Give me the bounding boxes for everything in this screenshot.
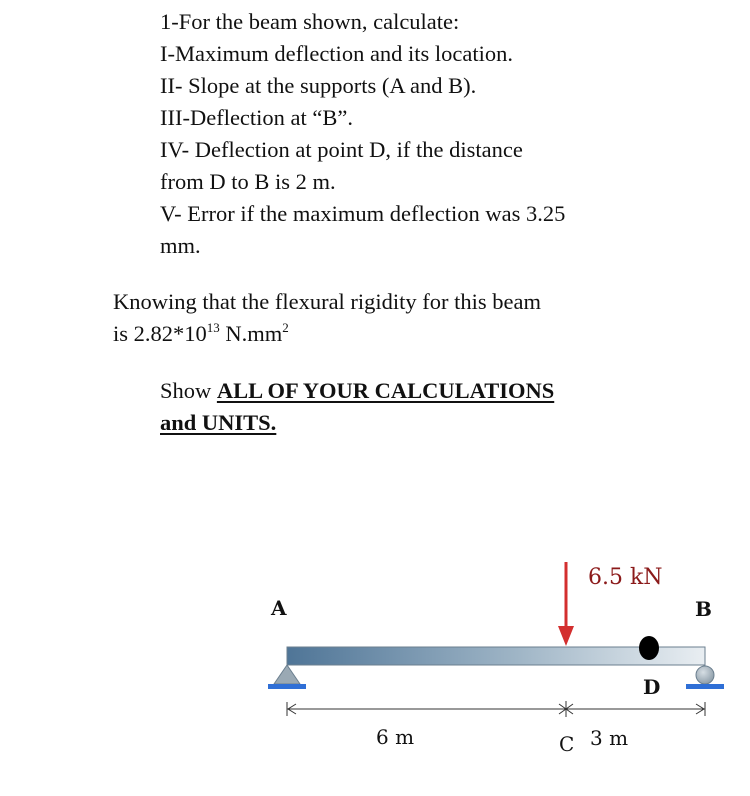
instruction-emphasis-2: and UNITS. xyxy=(160,410,277,435)
ground-a xyxy=(268,684,306,689)
question-part-5-line-1: V- Error if the maximum deflection was 3.25 xyxy=(160,201,566,226)
rigidity-unit: N.mm xyxy=(219,321,283,346)
point-d-label: D xyxy=(643,675,661,699)
question-part-3: III-Deflection at “B”. xyxy=(160,105,354,130)
point-d-marker xyxy=(639,636,659,660)
question-part-2: II- Slope at the supports (A and B). xyxy=(160,73,477,98)
pin-support-a xyxy=(274,665,300,684)
question-intro: 1-For the beam shown, calculate: xyxy=(160,9,460,34)
instruction-emphasis-1: ALL OF YOUR CALCULATIONS xyxy=(216,378,555,403)
question-part-4-line-2: from D to B is 2 m. xyxy=(160,169,336,194)
rigidity-statement-line-1: Knowing that the flexural rigidity for this beam xyxy=(113,289,542,314)
load-arrow-head xyxy=(558,626,574,646)
support-a-label: A xyxy=(271,596,287,620)
span-left-label: 6 m xyxy=(376,725,415,749)
load-label: 6.5 kN xyxy=(588,565,663,590)
instruction-prefix: Show xyxy=(160,378,217,403)
ground-b xyxy=(686,684,724,689)
question-part-5-line-2: mm. xyxy=(160,233,201,258)
span-right-label: 3 m xyxy=(590,726,629,750)
support-b-label: B xyxy=(695,597,712,621)
roller-support-b xyxy=(696,666,714,684)
question-part-1: I-Maximum deflection and its location. xyxy=(160,41,514,66)
rigidity-exponent: 13 xyxy=(206,319,220,335)
rigidity-value: is 2.82*10 xyxy=(113,321,207,346)
rigidity-unit-exponent: 2 xyxy=(282,319,289,335)
question-part-4-line-1: IV- Deflection at point D, if the distance xyxy=(160,137,523,162)
point-c-label: C xyxy=(559,732,575,756)
